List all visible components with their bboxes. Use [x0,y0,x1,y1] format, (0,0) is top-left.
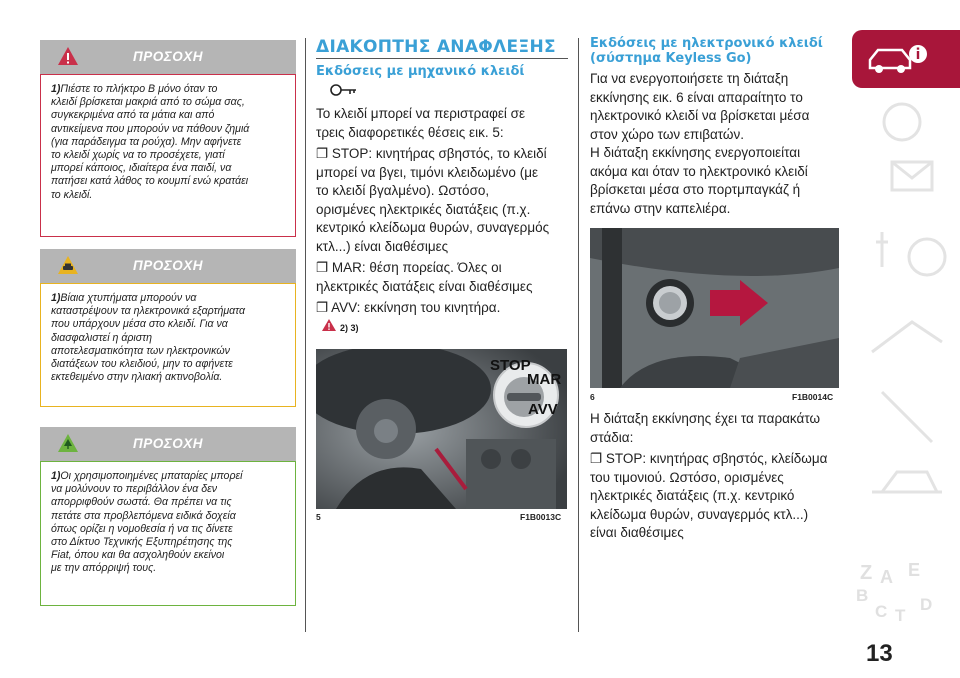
warning-text: 1)Πιέστε το πλήκτρο B μόνο όταν το κλειδί βρίσκεται μακριά από το σώμα σας, συγκεκριμένα από τα μάτια και από αντικείμενα που μπορούν να πάθουν ζημιά (για παράδειγμα τα ρούχα). Μην αφήνετε το κλειδί χωρίς να το προσέχετε, γιατί μπορεί κάποιος, ιδιαίτερα ένα παιδί, να πατήσει κατά λάθος το κουμπί ενώ κρατάει το κλειδί. [40,74,296,237]
warning-number: 1) [51,292,61,304]
alphabet-e: E [908,560,921,580]
car-crash-icon [872,322,942,352]
key-position-stop: STOP [490,357,531,374]
alphabet-b: B [856,586,869,605]
alphabet-z: Z [860,562,873,584]
list-item: ❐ STOP: κινητήρας σβηστός, κλείδωμα του τιμονιού. Ωστόσο, ορισμένες ηλεκτρικές διατάξεις (π.χ. κεντρικό κλείδωμα θυρών, συναγερμός κτλ...) είναι διαθέσιμες [590,451,828,540]
warning-header [40,249,296,283]
list-item: ❐ MAR: θέση πορείας. Όλες οι ηλεκτρικές διατάξεις είναι διαθέσιμες [316,260,533,294]
subsection-title: Εκδόσεις με μηχανικό κλειδί [316,64,525,79]
key-position-avv: AVV [528,401,558,418]
mechanical-key-icon [330,82,358,98]
warning-title: ΠΡΟΣΟΧΗ [133,49,203,64]
key-position-mar: MAR [527,371,562,388]
warning-box-2 [40,249,296,407]
warning-header [40,40,296,74]
column-divider [578,38,579,632]
body-text: Το κλειδί μπορεί να περιστραφεί σε τρεις διαφορετικές θέσεις εικ. 5: ❐ STOP: κινητήρας σβηστός, το κλειδί μπορεί να βγει, τιμόνι κλειδωμένο (με το κλειδί βγαλμένο). Ωστόσο, ορισμένες ηλεκτρικές διατάξεις (π.χ. κεντρικό κλείδωμα θυρών, συναγερμός κτλ...) είναι διαθέσιμες ❐ MAR: θέση πορείας. Όλες οι ηλεκτρικές διατάξεις είναι διαθέσιμες ❐ AVV: εκκίνηση του κινητήρα. [316,105,574,318]
sidebar-tab-icons [852,92,960,582]
warning-triangle-icon [321,318,337,332]
figure-number: 6 [590,392,595,402]
tab-car-info[interactable] [852,30,960,88]
list-item: ❐ AVV: εκκίνηση του κινητήρα. [316,300,501,315]
column-divider [305,38,306,632]
warning-text: 1)Βίαια χτυπήματα μπορούν να καταστρέψουν τα ηλεκτρονικά εξαρτήματα που υπάρχουν μέσα στο κλειδί. Για να διασφαλιστεί η άριστη αποτελεσματικότητα των ηλεκτρονικών διατάξεων του κλειδιού, μην το αφήνετε εκτεθειμένο στην ηλιακή ακτινοβολία. [40,283,296,407]
title-rule [316,58,568,59]
steering-wheel-icon [909,239,945,275]
warning-box-3 [40,427,296,606]
warning-header [40,427,296,461]
wrench-icon [882,392,932,442]
figure-number: 5 [316,512,321,522]
body-text: Η διάταξη εκκίνησης έχει τα παρακάτω στάδια: ❐ STOP: κινητήρας σβηστός, κλείδωμα του τιμονιού. Ωστόσο, ορισμένες ηλεκτρικές διατάξεις (π.χ. κεντρικό κλείδωμα θυρών, συναγερμός κτλ...) είναι διαθέσιμες [590,410,850,543]
car-lift-icon [872,472,942,492]
warning-number: 1) [51,470,61,482]
warning-light-icon [884,104,920,140]
alphabet-c: C [875,602,888,621]
figure-start-button [590,228,839,388]
sidebar-tabs [852,92,960,587]
warning-box-1 [40,40,296,237]
car-info-icon [866,42,930,78]
key-icon [876,232,888,267]
section-title: ΔΙΑΚΟΠΤΗΣ ΑΝΑΦΛΕΞΗΣ [316,37,556,57]
alphabet-d: D [920,595,933,614]
page-number: 13 [866,640,893,667]
figure-code: F1B0013C [520,512,562,522]
dashboard-photo [590,228,839,388]
figure-code: F1B0014C [792,392,834,402]
alphabet-t: T [895,606,906,625]
warning-refs: 2) 3) [340,323,359,333]
warning-title: ΠΡΟΣΟΧΗ [133,436,203,451]
figure-ignition-key [316,349,567,509]
warning-title: ΠΡΟΣΟΧΗ [133,258,203,273]
subsection-title: Εκδόσεις με ηλεκτρονικό κλειδί (σύστημα Keyless Go) [590,36,823,66]
warning-text: 1)Οι χρησιμοποιημένες μπαταρίες μπορεί να μολύνουν το περιβάλλον ένα δεν απορριφθούν σωστά. Θα πρέπει να τις πετάτε στα προβλεπόμενα ειδικά δοχεία όπως ορίζει η νομοθεσία ή να τις δίνετε στο Δίκτυο Τεχνικής Εξυπηρέτησης της Fiat, όπου και θα ασχοληθούν εκείνοι με την απόρριψή τους. [40,461,296,606]
alphabet-a: A [880,567,893,587]
body-text: Για να ενεργοποιήσετε τη διάταξη εκκίνησης εικ. 6 είναι απαραίτητο το ηλεκτρονικό κλειδί να βρίσκεται μέσα στον χώρο των επιβατών. Η διάταξη εκκίνησης ενεργοποιείται ακόμα και όταν το ηλεκτρονικό κλειδί βρίσκεται μέσα στο πορτμπαγκάζ ή επάνω στην καπελιέρα. [590,71,810,216]
warning-number: 1) [51,83,61,95]
list-item: ❐ STOP: κινητήρας σβηστός, το κλειδί μπορεί να βγει, τιμόνι κλειδωμένο (με το κλειδί βγαλμένο). Ωστόσο, ορισμένες ηλεκτρικές διατάξεις (π.χ. κεντρικό κλείδωμα θυρών, συναγερμός κτλ...) είναι διαθέσιμες [316,146,550,254]
